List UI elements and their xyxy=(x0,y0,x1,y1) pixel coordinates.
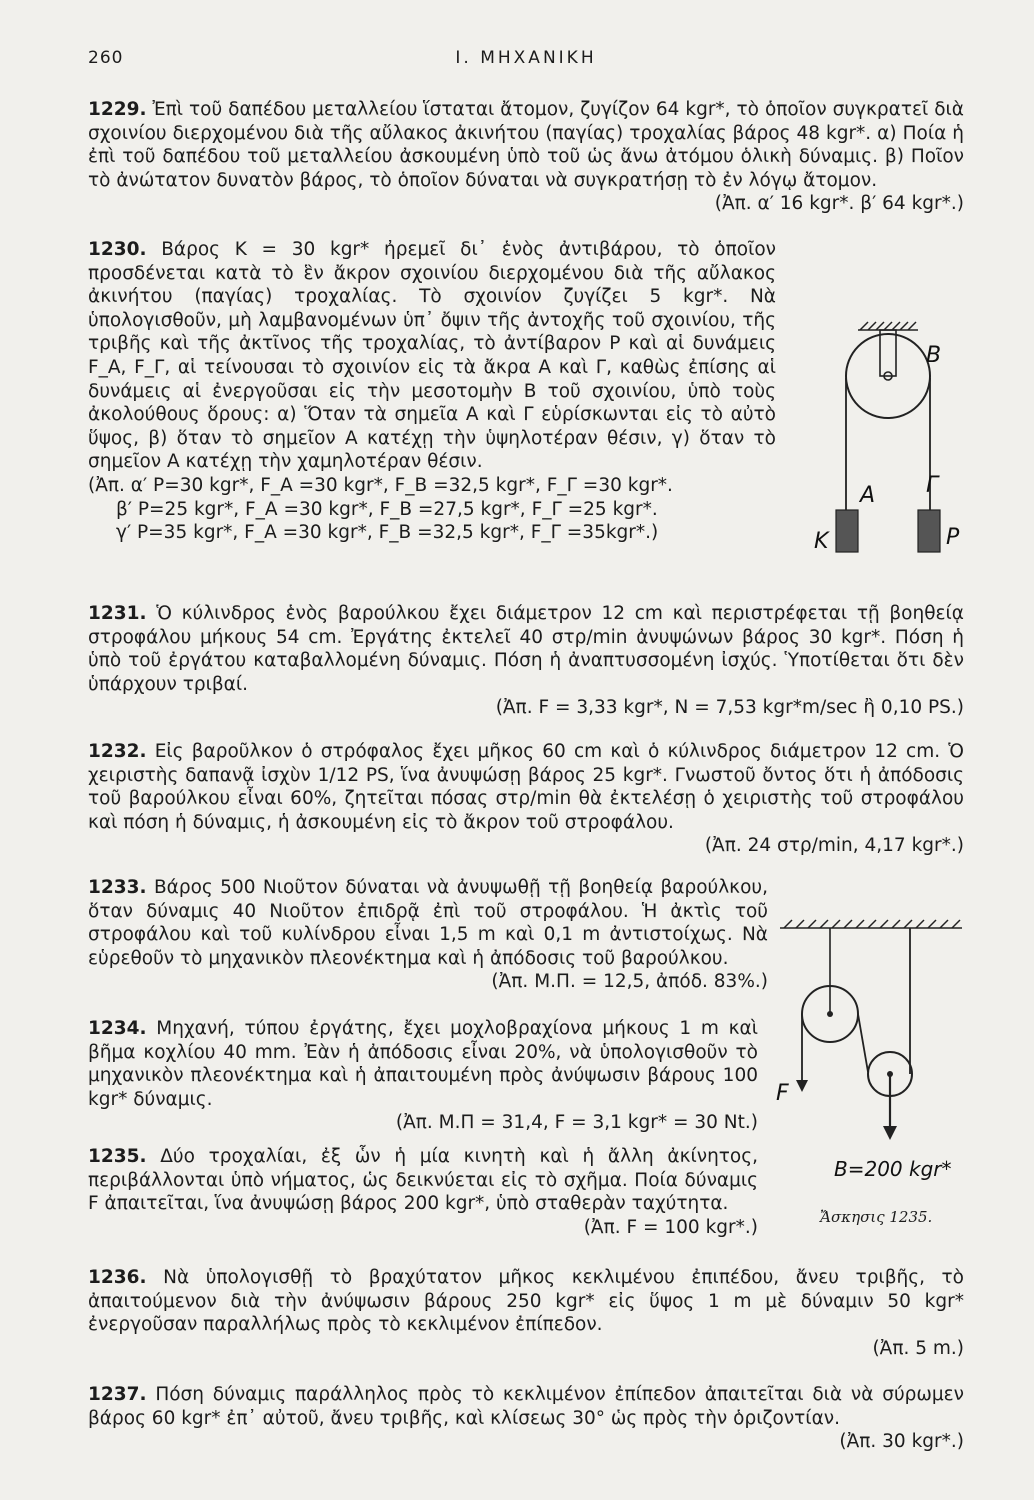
label-P: P xyxy=(946,525,960,550)
problem-answer: (Ἀπ. α′ 16 kgr*. β′ 64 kgr*.) xyxy=(714,193,964,215)
label-B-weight: B=200 kgr* xyxy=(834,1157,952,1181)
figure-1230-pulley xyxy=(808,300,978,580)
problem-text: Ἐπὶ τοῦ δαπέδου μεταλλείου ἵσταται ἄτομον, ζυγίζον 64 kgr*, τὸ ὁποῖον συγκρατεῖ διὰ σχοινίου διερχομένου διὰ τῆς αὔλακος ἀκινήτου (παγίας) τροχαλίας βάρος 48 kgr*. α) Ποία ἡ ἐπὶ τοῦ δαπέδου τοῦ μεταλλείου ἀσκουμένη ὑπὸ τοῦ ὡς ἄνω ἀτόμου ὁλικὴ δύναμις. β) Ποῖον τὸ ἀνώτατον δυνατὸν βάρος, τὸ ὁποῖον δύναται νὰ συγκρατήσῃ τὸ ἐν λόγῳ ἄτομον. xyxy=(88,99,964,191)
label-K: K xyxy=(814,529,829,554)
problem-1234 xyxy=(88,1017,758,1135)
problem-number: 1233. xyxy=(88,877,147,898)
problem-answer: (Ἀπ. 5 m.) xyxy=(872,1337,964,1359)
problem-number: 1236. xyxy=(88,1267,147,1288)
counterweight-P xyxy=(918,510,940,552)
problem-1236 xyxy=(88,1266,964,1360)
problem-text: Βάρος K = 30 kgr* ἠρεμεῖ δι᾽ ἑνὸς ἀντιβάρου, τὸ ὁποῖον προσδένεται κατὰ τὸ ἓν ἄκρον σχοινίου διερχομένου διὰ τῆς αὔλακος ἀκινήτου (παγίας) τροχαλίας. Τὸ σχοινίον ζυγίζει 5 kgr*. Νὰ ὑπολογισθοῦν, μὴ λαμβανομένων ὑπ᾽ ὄψιν τῆς ἀντοχῆς τοῦ σχοινίου, τῆς τριβῆς καὶ τῆς ἀκτῖνος τῆς τροχαλίας, τὸ ἀντίβαρον P καὶ αἱ δυνάμεις F_A, F_Γ, αἱ τείνουσαι τὸ σχοινίον εἰς τὰ ἄκρα A καὶ Γ, καθὼς ἐπίσης αἱ δυνάμεις αἱ ἐνεργοῦσαι εἰς τὴν μεσοτομὴν B τοῦ σχοινίου, ὑπὸ τοὺς ἀκολούθους ὅρους: α) Ὅταν τὰ σημεῖα A καὶ Γ εὑρίσκωνται εἰς τὸ αὐτὸ ὕψος, β) ὅταν τὸ σημεῖον A κατέχῃ τὴν ὑψηλοτέραν θέσιν, γ) ὅταν τὸ σημεῖον A κατέχῃ τὴν χαμηλοτέραν θέσιν. xyxy=(88,239,776,473)
problem-text: Μηχανή, τύπου ἐργάτης, ἔχει μοχλοβραχίονα μήκους 1 m καὶ βῆμα κοχλίου 40 mm. Ἐὰν ἡ ἀπόδοσις εἶναι 20%, νὰ ὑπολογισθοῦν τὸ μηχανικὸν πλεονέκτημα καὶ ἡ ἀπαιτουμένη πρὸς ἀνύψωσιν βάρους 100 kgr* δύναμις. xyxy=(88,1018,758,1110)
problem-text: Εἰς βαροῦλκον ὁ στρόφαλος ἔχει μῆκος 60 cm καὶ ὁ κύλινδρος διάμετρον 12 cm. Ὁ χειριστὴς δαπανᾷ ἰσχὺν 1/12 PS, ἵνα ἀνυψώσῃ βάρος 25 kgr*. Γνωστοῦ ὄντος ὅτι ἡ ἀπόδοσις τοῦ βαρούλκου εἶναι 60%, ζητεῖται πόσας στρ/min θὰ ἐκτελέσῃ ὁ χειριστὴς τοῦ στροφάλου καὶ πόση ἡ δύναμις, ἡ ἀσκουμένη εἰς τὸ ἄκρον τοῦ στροφάλου. xyxy=(88,741,964,833)
label-Gamma: Γ xyxy=(926,473,939,498)
problem-1235 xyxy=(88,1145,758,1239)
label-B: B xyxy=(926,343,942,368)
figure-1235-pulleys xyxy=(770,914,970,1204)
problem-number: 1232. xyxy=(88,741,147,762)
problem-text: Δύο τροχαλίαι, ἐξ ὧν ἡ μία κινητὴ καὶ ἡ ἄλλη ἀκίνητος, περιβάλλονται ὑπὸ νήματος, ὡς δεικνύεται εἰς τὸ σχῆμα. Ποία δύναμις F ἀπαιτεῖται, ἵνα ἀνυψώσῃ βάρος 200 kgr*, ὑπὸ σταθερὰν ταχύτητα. xyxy=(88,1146,758,1215)
problem-1231 xyxy=(88,602,964,720)
problem-text: Βάρος 500 Νιοῦτον δύναται νὰ ἀνυψωθῇ τῇ βοηθείᾳ βαρούλκου, ὅταν δύναμις 40 Νιοῦτον ἐπιδρᾷ ἐπὶ τοῦ στροφάλου. Ἡ ἀκτὶς τοῦ στροφάλου καὶ τοῦ κυλίνδρου εἶναι 1,5 m καὶ 0,1 m ἀντιστοίχως. Νὰ εὑρεθοῦν τὸ μηχανικὸν πλεονέκτημα καὶ ἡ ἀπόδοσις τοῦ βαρούλκου. xyxy=(88,877,768,969)
weight-K xyxy=(836,510,858,552)
problem-number: 1230. xyxy=(88,239,147,260)
label-A: A xyxy=(860,483,876,508)
problem-answer: (Ἀπ. 24 στρ/min, 4,17 kgr*.) xyxy=(704,835,964,857)
problem-answer: (Ἀπ. Μ.Π. = 12,5, ἀπόδ. 83%.) xyxy=(491,971,768,993)
problem-1229 xyxy=(88,98,964,216)
problem-answer-c: γ′ P=35 kgr*, F_A =30 kgr*, F_B =32,5 kgr*, F_Γ =35kgr*.) xyxy=(116,522,659,544)
problem-text: Νὰ ὑπολογισθῇ τὸ βραχύτατον μῆκος κεκλιμένου ἐπιπέδου, ἄνευ τριβῆς, τὸ ἀπαιτούμενον διὰ τὴν ἀνύψωσιν βάρους 250 kgr* εἰς ὕψος 1 m μὲ δύναμιν 50 kgr* ἐνεργοῦσαν παραλλήλως πρὸς τὸ κεκλιμένον ἐπίπεδον. xyxy=(88,1267,964,1336)
problem-number: 1234. xyxy=(88,1018,147,1039)
problem-answer: (Ἀπ. F = 3,33 kgr*, N = 7,53 kgr*m/sec ἢ 0,10 PS.) xyxy=(495,697,964,719)
problem-text: Ὁ κύλινδρος ἑνὸς βαρούλκου ἔχει διάμετρον 12 cm καὶ περιστρέφεται τῇ βοηθείᾳ στροφάλου μήκους 54 cm. Ἐργάτης ἐκτελεῖ 40 στρ/min ἀνυψώνων βάρος 30 kgr*. Πόση ἡ ὑπὸ τοῦ ἐργάτου καταβαλλομένη δύναμις. Πόση ἡ ἀναπτυσσομένη ἰσχύς. Ὑποτίθεται ὅτι δὲν ὑπάρχουν τριβαί. xyxy=(88,603,965,695)
page-number: 260 xyxy=(88,48,124,68)
problem-number: 1229. xyxy=(88,99,147,120)
problem-1232 xyxy=(88,740,964,858)
label-F: F xyxy=(776,1081,789,1106)
figure-caption: Ἄσκησις 1235. xyxy=(820,1208,933,1226)
running-title: Ι. ΜΗΧΑΝΙΚΗ xyxy=(455,48,597,68)
problem-text: Πόση δύναμις παράλληλος πρὸς τὸ κεκλιμένον ἐπίπεδον ἀπαιτεῖται διὰ νὰ σύρωμεν βάρος 60 kgr* ἐπ᾽ αὐτοῦ, ἄνευ τριβῆς, καὶ κλίσεως 30° ὡς πρὸς τὴν ὁριζοντίαν. xyxy=(88,1384,964,1429)
page-header xyxy=(88,48,964,76)
problem-1233 xyxy=(88,876,768,994)
problem-answer-b: β′ P=25 kgr*, F_A =30 kgr*, F_B =27,5 kgr*, F_Γ =25 kgr*. xyxy=(116,498,658,520)
problem-answer: (Ἀπ. Μ.Π = 31,4, F = 3,1 kgr* = 30 Nt.) xyxy=(395,1112,758,1134)
problem-answer: (Ἀπ. F = 100 kgr*.) xyxy=(583,1216,758,1238)
problem-number: 1231. xyxy=(88,603,147,624)
problem-1237 xyxy=(88,1383,964,1454)
problem-answer-a: (Ἀπ. α′ P=30 kgr*, F_A =30 kgr*, F_B =32,5 kgr*, F_Γ =30 kgr*. xyxy=(88,474,673,496)
pulley-bracket xyxy=(880,330,896,376)
problem-number: 1237. xyxy=(88,1384,147,1405)
problem-answer: (Ἀπ. 30 kgr*.) xyxy=(839,1431,964,1453)
problem-number: 1235. xyxy=(88,1146,147,1167)
fixed-pulley-axle xyxy=(827,1011,833,1017)
